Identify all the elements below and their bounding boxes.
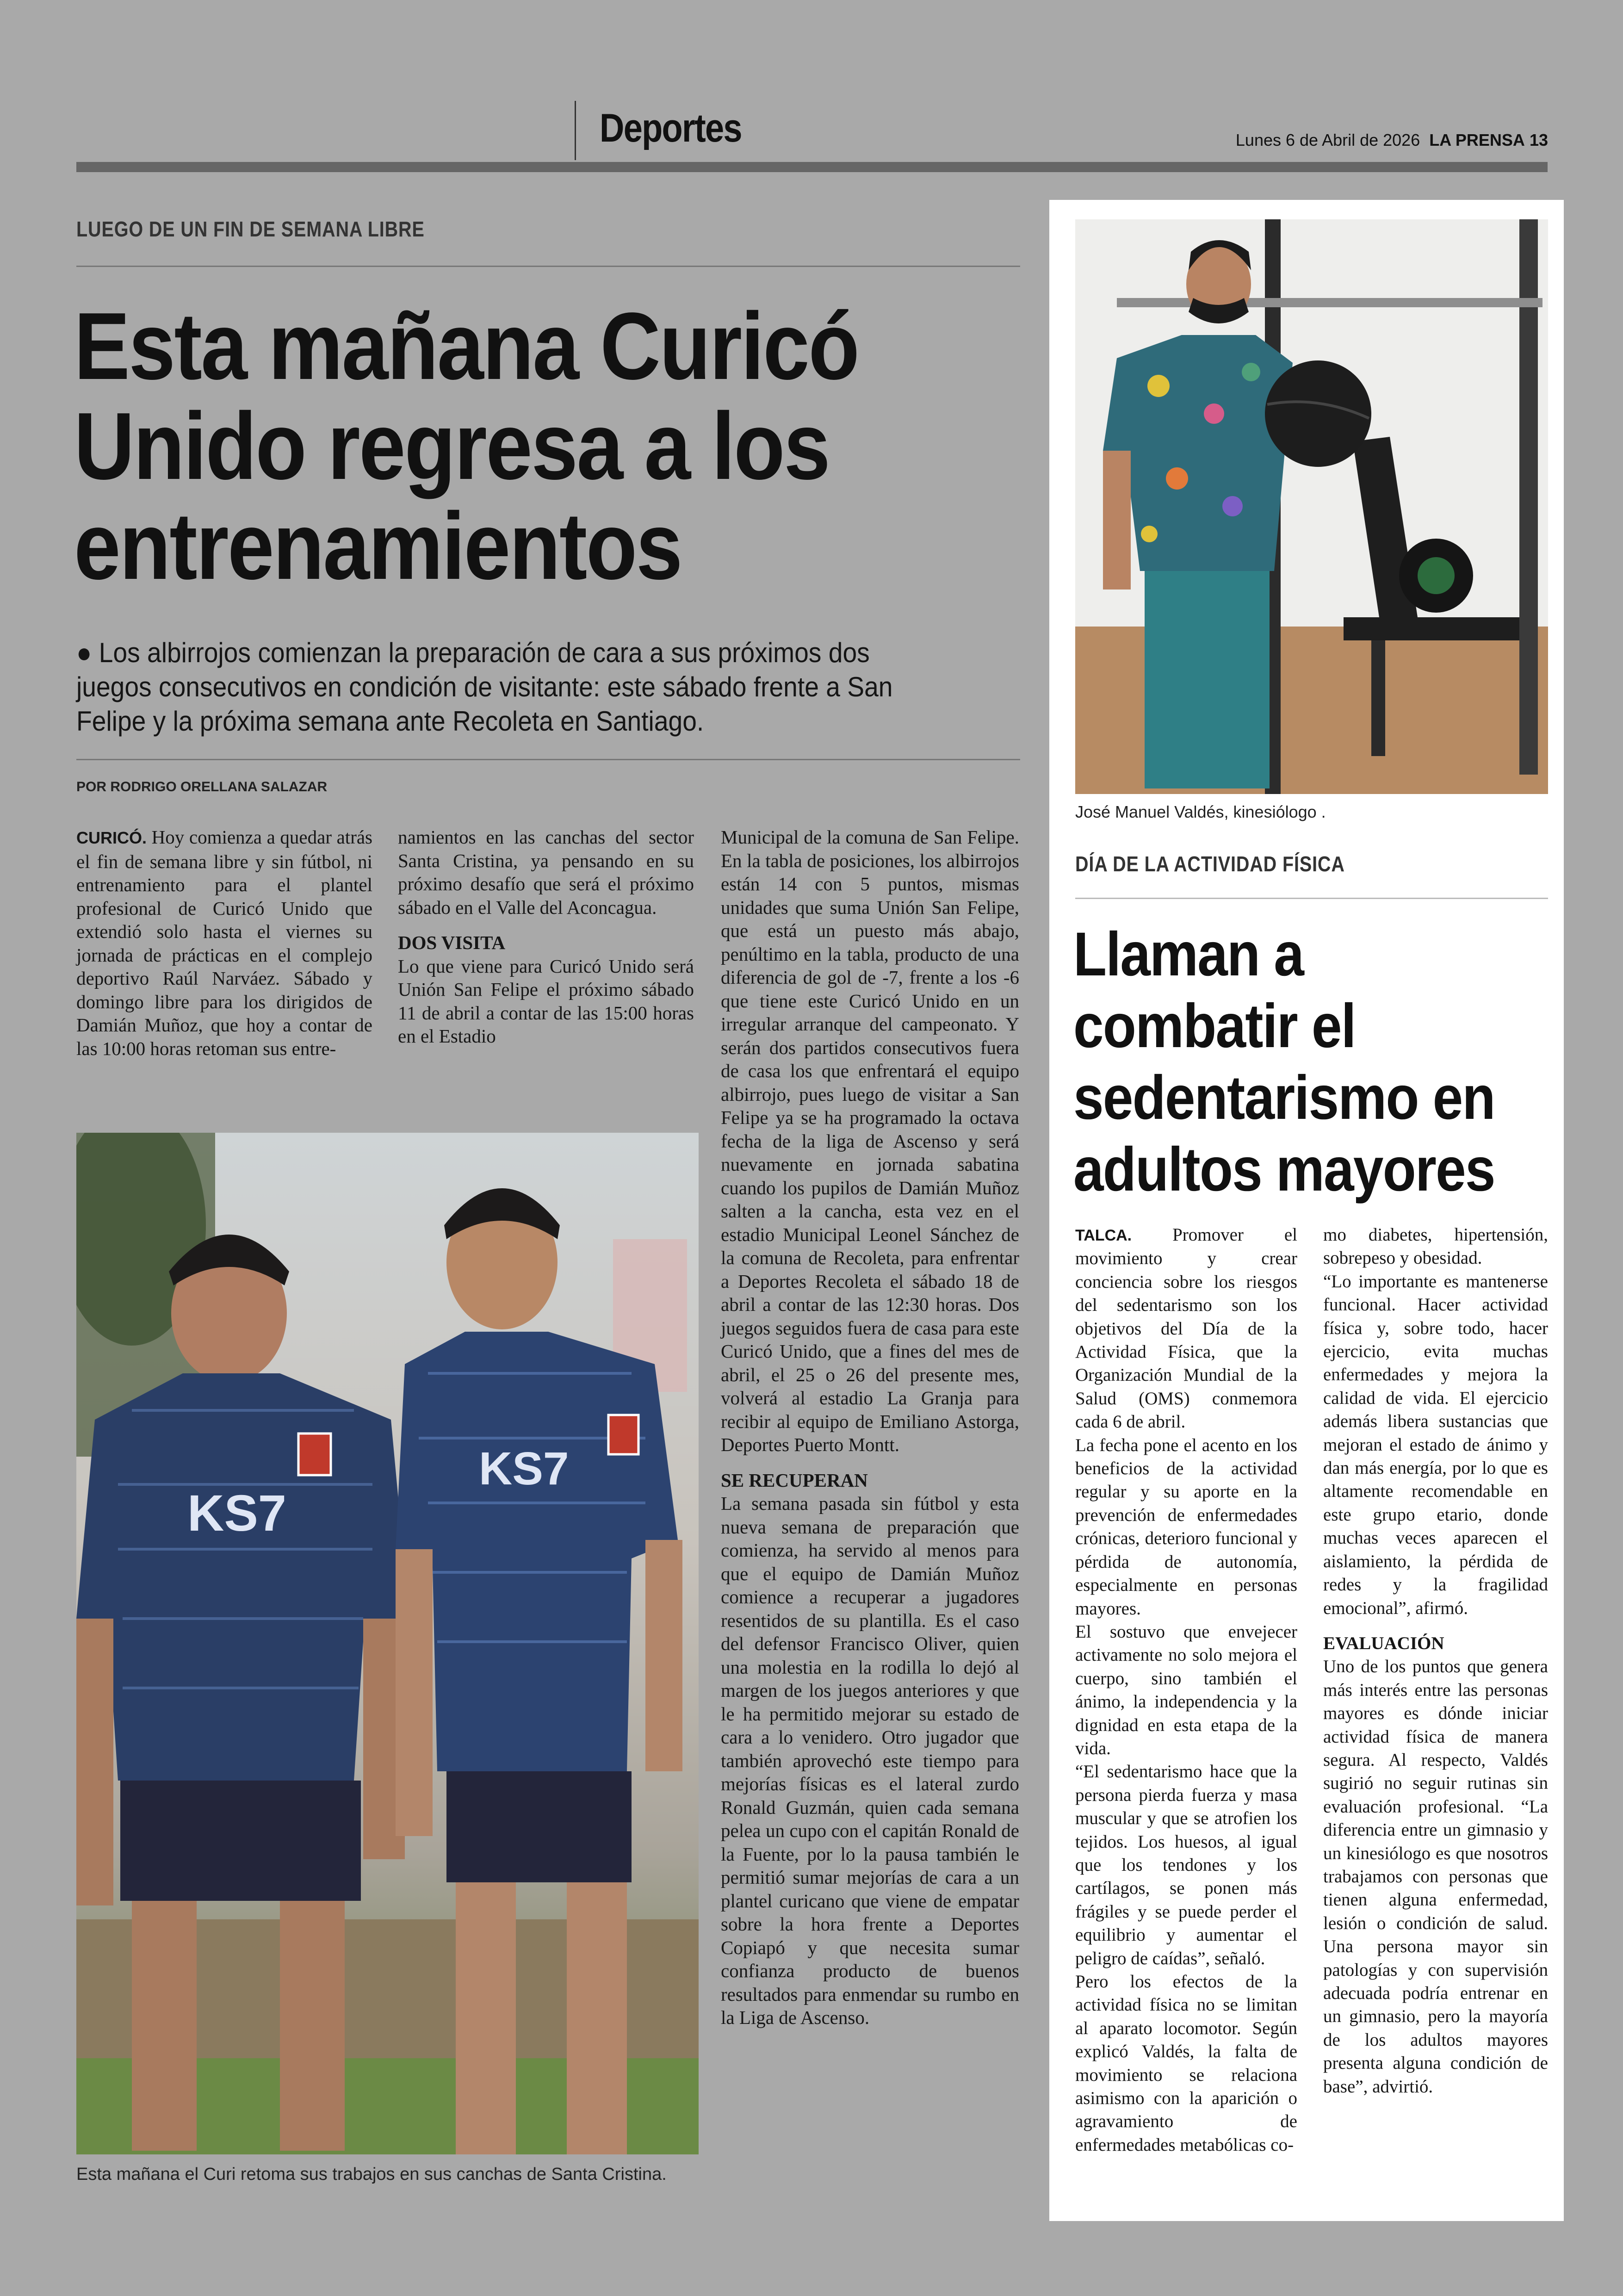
subheading: SE RECUPERAN xyxy=(721,1469,868,1491)
paper-name: LA PRENSA xyxy=(1429,130,1525,149)
section-title: Deportes xyxy=(600,106,742,150)
headline-line: combatir el xyxy=(1073,992,1356,1061)
deck-rule xyxy=(76,759,1020,760)
headline-line: sedentarismo en xyxy=(1073,1063,1495,1132)
header-divider xyxy=(575,101,576,160)
jersey-sponsor: KS7 xyxy=(187,1485,286,1542)
headline-line: Esta mañana Curicó xyxy=(74,293,859,399)
main-deck: ● Los albirrojos comienzan la preparación de cara a sus próximos dos juegos consecutivos en condición de visitante: este sábado frente a San Felipe y la próxima semana ante Recoleta en Santiago. xyxy=(76,637,893,737)
header-rule xyxy=(76,162,1548,172)
headline-line: Unido regresa a los xyxy=(74,393,830,499)
side-kicker: DÍA DE LA ACTIVIDAD FÍSICA xyxy=(1075,852,1345,876)
main-kicker: LUEGO DE UN FIN DE SEMANA LIBRE xyxy=(76,217,425,241)
main-column-1: CURICÓ. Hoy comienza a quedar atrás el fin de semana libre y sin fútbol, ni entrenamiento para el plantel profesional de Curicó Unido que extendió solo hasta el viernes su jornada de prácticas en el complejo deportivo Raúl Narváez. Sábado y domingo libre para los dirigidos de Damián Muñoz, que hoy a contar de las 10:00 horas retoman sus entre- xyxy=(76,826,373,1059)
kinesiologist-photo-caption: José Manuel Valdés, kinesiólogo . xyxy=(1075,802,1326,821)
dateline xyxy=(1236,130,1548,150)
headline-line: Llaman a xyxy=(1073,920,1304,989)
headline-line: adultos mayores xyxy=(1073,1135,1495,1204)
side-headline xyxy=(1073,918,1495,1205)
side-column-1: TALCA. Promover el movimiento y crear conciencia sobre los riesgos del sedentarismo son los objetivos del Día de la Actividad Física, que la Organización Mundial de la Salud (OMS) conmemora cada 6 de abril. La fecha pone el acento en los beneficios de la actividad regular y su aporte en la prevención de enfermedades crónicas, deterioro funcional y pérdida de autonomía, especialmente en personas mayores. El sostuvo que envejecer activamente no solo mejora el cuerpo, sino también el ánimo, la independencia y la dignidad en esta etapa de la vida. “El sedentarismo hace que la persona pierda fuerza y masa muscular y que se atrofien los tejidos. Los huesos, al igual que los tendones y los cartílagos, se ponen más frágiles y se puede perder el equilibrio y aumentar el peligro de caídas”, señaló. Pero los efectos de la actividad física no se limitan al aparato locomotor. Según explicó Valdés, la falta de movimiento se relaciona asimismo con la aparición o agravamiento de enfermedades metabólicas co- xyxy=(1075,1225,1297,2155)
byline: POR RODRIGO ORELLANA SALAZAR xyxy=(76,779,328,794)
dateline-place: TALCA. xyxy=(1075,1227,1132,1244)
subheading: EVALUACIÓN xyxy=(1323,1633,1444,1653)
kinesiologist-photo xyxy=(1075,219,1548,794)
subheading: DOS VISITA xyxy=(398,932,506,953)
main-column-3: Municipal de la comuna de San Felipe. En la tabla de posiciones, los albirrojos están 14 con 5 puntos, mismas unidades que suma Unión San Felipe, que está un puesto más abajo, penúltimo en la tabla, producto de una diferencia de gol de -7, frente a los -6 que tiene este Curicó Unido en un irregular arranque del campeonato. Y serán dos partidos consecutivos fuera de casa los que enfrentará el equipo albirrojo, pues luego de visitar a San Felipe ya se ha programado la octava fecha de la liga de Ascenso y será nuevamente en jornada sabatina cuando los pupilos de Damián Muñoz salten a la cancha, esta vez en el estadio Municipal Leonel Sánchez de la comuna de Recoleta, para enfrentar a Deportes Recoleta el sábado 18 de abril a contar de las 12:30 horas. Dos juegos seguidos fuera de casa para este Curicó Unido, que a fines del mes de abril, el 25 o 26 del presente mes, volverá al estadio La Granja para recibir al equipo de Emiliano Astorga, Deportes Puerto Montt. SE RECUPERAN La semana pasada sin fútbol y esta nueva semana de preparación que comienza, ha servido al menos para que el equipo de Damián Muñoz comience a recuperar a jugadores resentidos de su plantilla. Es el caso del defensor Francisco Oliver, quien una molestia en la rodilla lo dejó al margen de los juegos anteriores y que le ha permitido mejorar su estado de cara a lo venidero. Otro jugador que también aprovechó este tiempo para mejorías físicas es el lateral zurdo Ronald Guzmán, quien cada semana pelea un cupo con el capitán Ronald de la Fuente, por lo la pausa también le permitió sumar mejorías de cara a un plantel curicano que viene de empatar sobre la hora frente a Deportes Copiapó y que necesita sumar confianza producto de buenos resultados para enmendar su rumbo en la Liga de Ascenso. xyxy=(721,826,1019,2028)
jersey-sponsor: KS7 xyxy=(479,1443,569,1495)
issue-date: Lunes 6 de Abril de 2026 xyxy=(1235,130,1420,149)
players-photo xyxy=(76,1133,699,2154)
side-column-2: mo diabetes, hipertensión, sobrepeso y obesidad. “Lo importante es mantenerse funcional. Hacer actividad física y, sobre todo, hacer ejercicio, evita muchas enfermedades y mejora la calidad de vida. El ejercicio además libera sustancias que mejoran el estado de ánimo y dan más energía, por lo que es altamente recomendable en este grupo etario, donde muchas veces aparecen el aislamiento, la pérdida de redes y la fragilidad emocional”, afirmó. EVALUACIÓN Uno de los puntos que genera más interés entre las personas mayores es dónde iniciar actividad física de manera segura. Al respecto, Valdés sugirió no seguir rutinas sin evaluación profesional. “La diferencia entre un gimnasio y un kinesiólogo es que nosotros trabajamos con personas que tienen alguna enfermedad, lesión o condición de salud. Una persona mayor sin patologías y con supervisión adecuada podría entrenar en un gimnasio, pero la mayoría de los adultos mayores presenta alguna condición de base”, advirtió. xyxy=(1323,1225,1548,2097)
gym-illustration xyxy=(1075,219,1548,794)
side-kicker-rule xyxy=(1075,898,1548,899)
headline-line: entrenamientos xyxy=(74,493,681,599)
page-number: 13 xyxy=(1529,130,1548,149)
main-headline xyxy=(74,293,859,599)
dateline-place: CURICÓ. xyxy=(76,828,147,847)
kicker-rule xyxy=(76,266,1020,267)
players-photo-caption: Esta mañana el Curi retoma sus trabajos en sus canchas de Santa Cristina. xyxy=(76,2165,667,2184)
main-column-2: namientos en las canchas del sector Santa Cristina, ya pensando en su próximo desafío que será el próximo sábado en el Valle del Aconcagua. DOS VISITA Lo que viene para Curicó Unido será Unión San Felipe el próximo sábado 11 de abril a contar de las 15:00 horas en el Estadio xyxy=(398,826,694,1047)
bullet-icon: ● xyxy=(76,637,92,668)
players-illustration xyxy=(76,1133,699,2154)
